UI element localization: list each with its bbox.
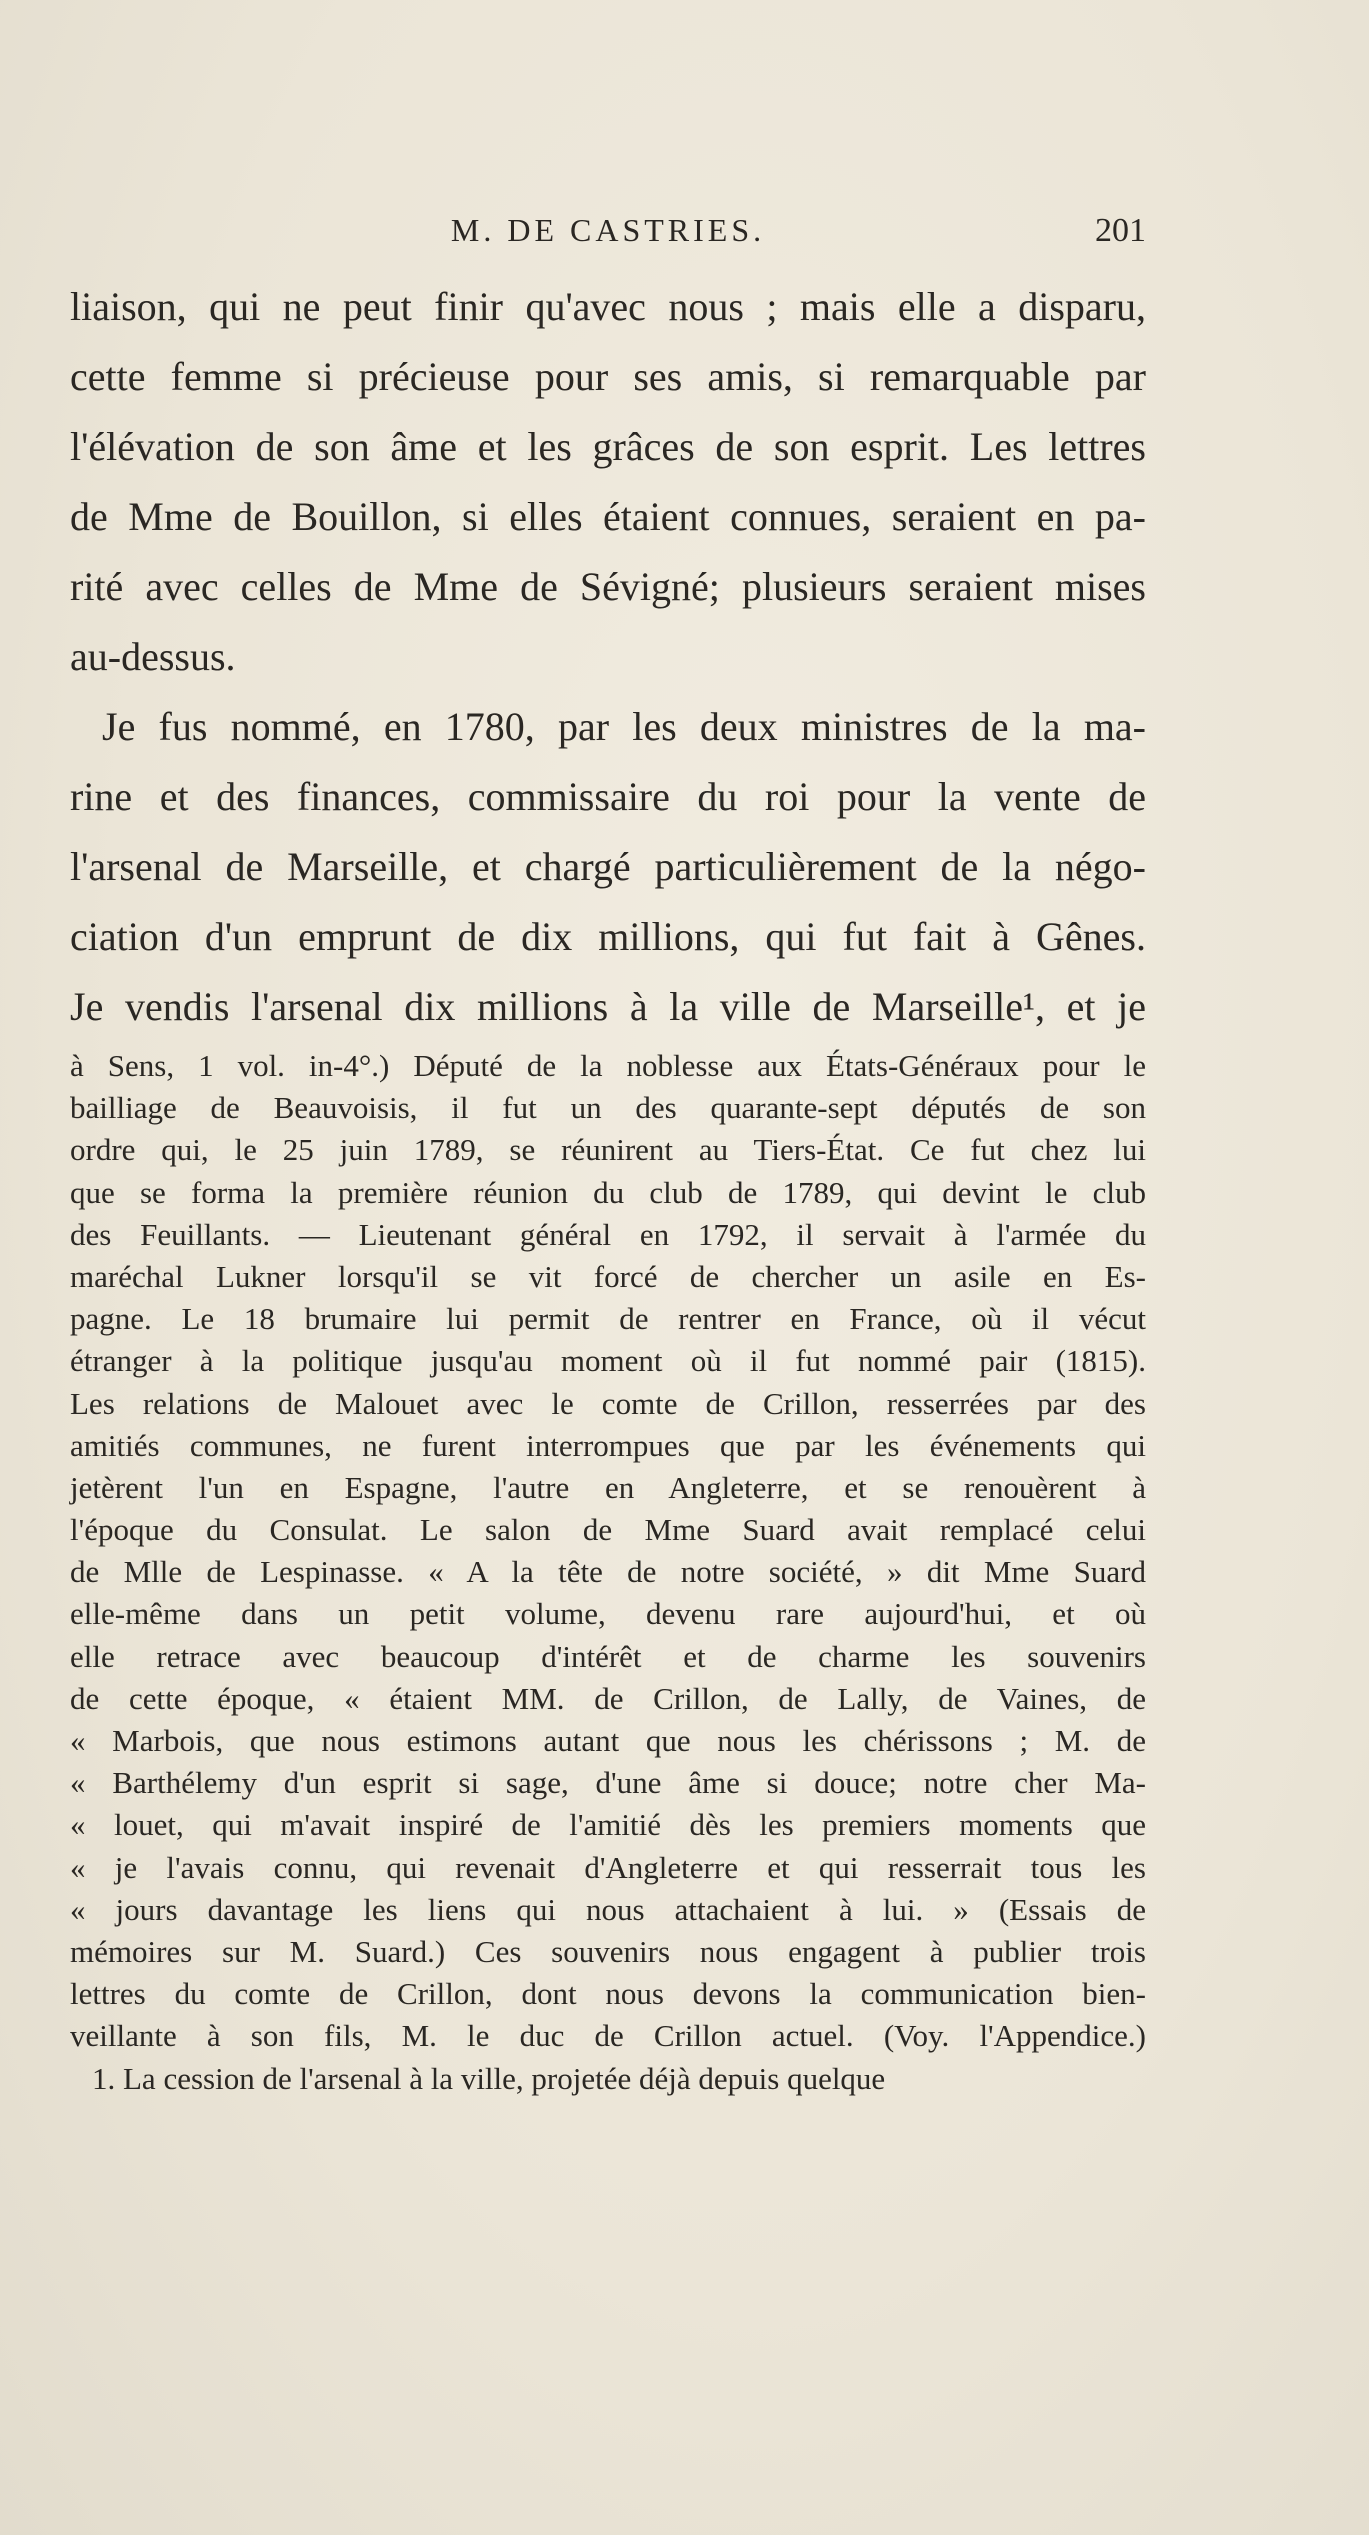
text-line: de Mme de Bouillon, si elles étaient connues, seraient en pa-	[70, 494, 1146, 539]
footnote-line: l'époque du Consulat. Le salon de Mme Suard avait remplacé celui	[70, 1512, 1146, 1548]
text-line: au-dessus.	[70, 634, 236, 679]
footnote-line: de cette époque, « étaient MM. de Crillon, de Lally, de Vaines, de	[70, 1680, 1146, 1716]
text-line: rité avec celles de Mme de Sévigné; plusieurs seraient mises	[70, 564, 1146, 609]
footnote-line: bailliage de Beauvoisis, il fut un des quarante-sept députés de son	[70, 1090, 1146, 1126]
footnote-line: elle-même dans un petit volume, devenu rare aujourd'hui, et où	[70, 1596, 1146, 1632]
footnote-line: elle retrace avec beaucoup d'intérêt et de charme les souvenirs	[70, 1638, 1146, 1674]
text-line: l'élévation de son âme et les grâces de son esprit. Les lettres	[70, 424, 1146, 469]
running-head: M. DE CASTRIES.	[450, 212, 766, 248]
page-number: 201	[1095, 212, 1146, 249]
text-line: rine et des finances, commissaire du roi pour la vente de	[70, 774, 1146, 819]
text-line: liaison, qui ne peut finir qu'avec nous ; mais elle a disparu,	[70, 284, 1146, 329]
footnote-line: lettres du comte de Crillon, dont nous devons la communication bien-	[70, 1976, 1146, 2012]
footnote-line: « louet, qui m'avait inspiré de l'amitié dès les premiers moments que	[70, 1807, 1146, 1843]
footnote-line: « je l'avais connu, qui revenait d'Angleterre et qui resserrait tous les	[70, 1849, 1146, 1885]
footnote-line: mémoires sur M. Suard.) Ces souvenirs nous engagent à publier trois	[70, 1933, 1146, 1969]
footnote-line: ordre qui, le 25 juin 1789, se réunirent au Tiers-État. Ce fut chez lui	[70, 1132, 1146, 1168]
footnote-line: « Marbois, que nous estimons autant que nous les chérissons ; M. de	[70, 1723, 1146, 1758]
footnote-line: maréchal Lukner lorsqu'il se vit forcé de chercher un asile en Es-	[70, 1258, 1146, 1294]
footnote-line: des Feuillants. — Lieutenant général en 1792, il servait à l'armée du	[70, 1216, 1146, 1252]
footnote-line: Les relations de Malouet avec le comte de Crillon, resserrées par des	[70, 1385, 1146, 1421]
footnote-line: pagne. Le 18 brumaire lui permit de rentrer en France, où il vécut	[70, 1301, 1146, 1337]
footnote-line: veillante à son fils, M. le duc de Crillon actuel. (Voy. l'Appendice.)	[70, 2018, 1146, 2054]
footnote-line: à Sens, 1 vol. in-4°.) Député de la noblesse aux États-Généraux pour le	[70, 1048, 1146, 1083]
footnote-line: étranger à la politique jusqu'au moment où il fut nommé pair (1815).	[70, 1343, 1146, 1379]
footnote-line: que se forma la première réunion du club de 1789, qui devint le club	[70, 1174, 1146, 1210]
text-line: Je vendis l'arsenal dix millions à la ville de Marseille¹, et je	[70, 984, 1146, 1029]
text-line: cette femme si précieuse pour ses amis, si remarquable par	[70, 354, 1146, 399]
main-text	[70, 272, 1146, 1042]
text-line: l'arsenal de Marseille, et chargé particulièrement de la négo-	[70, 844, 1146, 889]
footnote-line: « Barthélemy d'un esprit si sage, d'une âme si douce; notre cher Ma-	[70, 1765, 1146, 1801]
footnote-line: amitiés communes, ne furent interrompues que par les événements qui	[70, 1427, 1146, 1463]
text-line: Je fus nommé, en 1780, par les deux ministres de la ma-	[102, 704, 1146, 749]
footnotes	[70, 1045, 1146, 2100]
page-header	[70, 208, 1146, 258]
text-line: ciation d'un emprunt de dix millions, qui fut fait à Gênes.	[70, 914, 1146, 959]
footnote-line: « jours davantage les liens qui nous attachaient à lui. » (Essais de	[70, 1891, 1146, 1927]
footnote-line: 1. La cession de l'arsenal à la ville, projetée déjà depuis quelque	[92, 2060, 886, 2096]
footnote-line: jetèrent l'un en Espagne, l'autre en Angleterre, et se renouèrent à	[70, 1469, 1146, 1505]
footnote-line: de Mlle de Lespinasse. « A la tête de notre société, » dit Mme Suard	[70, 1554, 1146, 1590]
